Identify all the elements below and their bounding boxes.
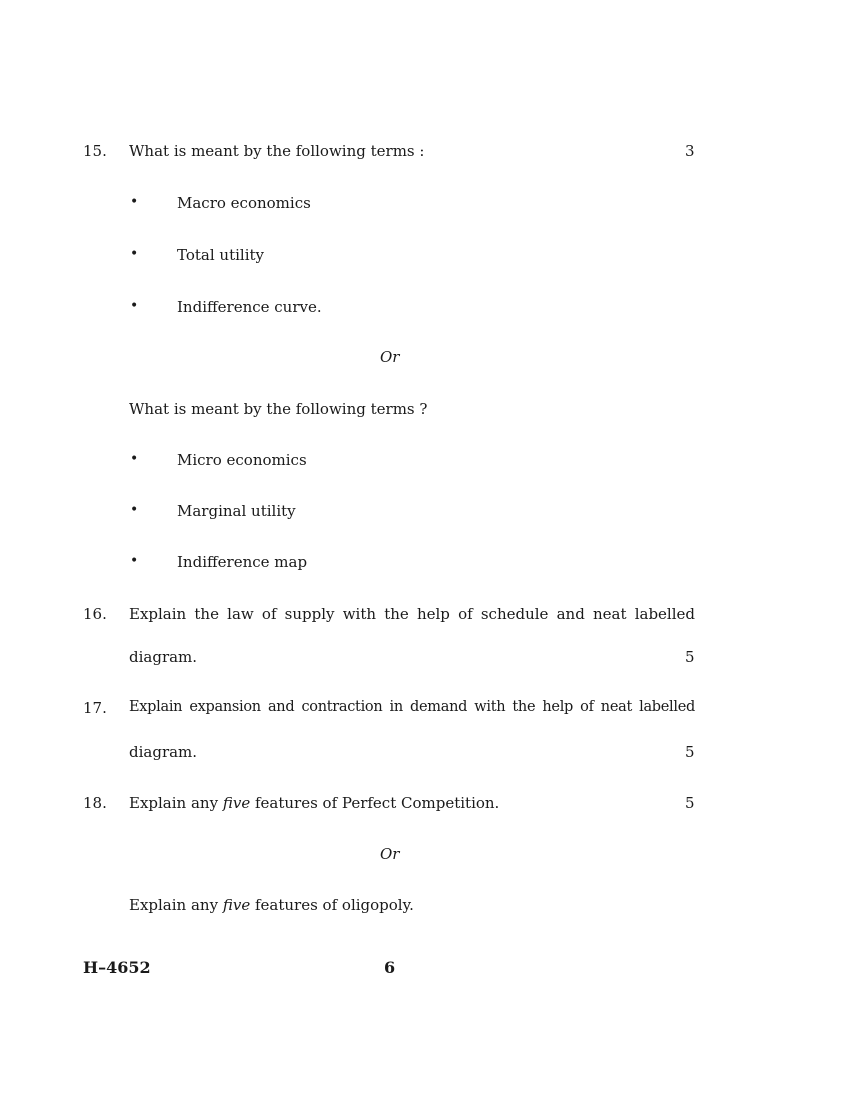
alternative-question-text xyxy=(129,896,414,914)
question-number: 16. xyxy=(83,605,107,623)
question-text: Explain expansion and contraction in demand with the help of neat labelled xyxy=(129,699,695,715)
question-text-part: Explain any xyxy=(129,794,219,812)
bullet-icon: • xyxy=(130,194,139,210)
question-number: 18. xyxy=(83,794,107,812)
emphasized-word: five xyxy=(222,794,251,812)
bullet-icon: • xyxy=(130,451,139,467)
list-item: Micro economics xyxy=(177,451,307,469)
question-marks: 5 xyxy=(685,743,695,761)
bullet-icon: • xyxy=(130,502,139,518)
question-text-part: Explain any xyxy=(129,896,219,914)
question-text-continued: diagram. xyxy=(129,648,198,666)
question-text-part: features of Perfect Competition. xyxy=(254,794,500,812)
question-text-continued: diagram. xyxy=(129,743,198,761)
emphasized-word: five xyxy=(222,896,251,914)
list-item: Macro economics xyxy=(177,194,311,212)
list-item: Indifference map xyxy=(177,553,308,571)
or-divider: Or xyxy=(380,348,400,366)
question-text: Explain the law of supply with the help of schedule and neat labelled xyxy=(129,605,695,623)
question-marks: 5 xyxy=(685,794,695,812)
question-number: 17. xyxy=(83,699,107,717)
question-text-part: features of oligopoly. xyxy=(254,896,414,914)
alternative-question-text: What is meant by the following terms ? xyxy=(129,400,428,418)
question-marks: 5 xyxy=(685,648,695,666)
list-item: Marginal utility xyxy=(177,502,296,520)
bullet-icon: • xyxy=(130,246,139,262)
bullet-icon: • xyxy=(130,298,139,314)
list-item: Indifference curve. xyxy=(177,298,322,316)
question-text: What is meant by the following terms : xyxy=(129,142,425,160)
page-number: 6 xyxy=(384,958,396,977)
question-marks: 3 xyxy=(685,142,695,160)
list-item: Total utility xyxy=(177,246,264,264)
question-number: 15. xyxy=(83,142,107,160)
question-text xyxy=(129,794,499,812)
paper-code: H–4652 xyxy=(83,958,151,977)
bullet-icon: • xyxy=(130,553,139,569)
or-divider: Or xyxy=(380,845,400,863)
